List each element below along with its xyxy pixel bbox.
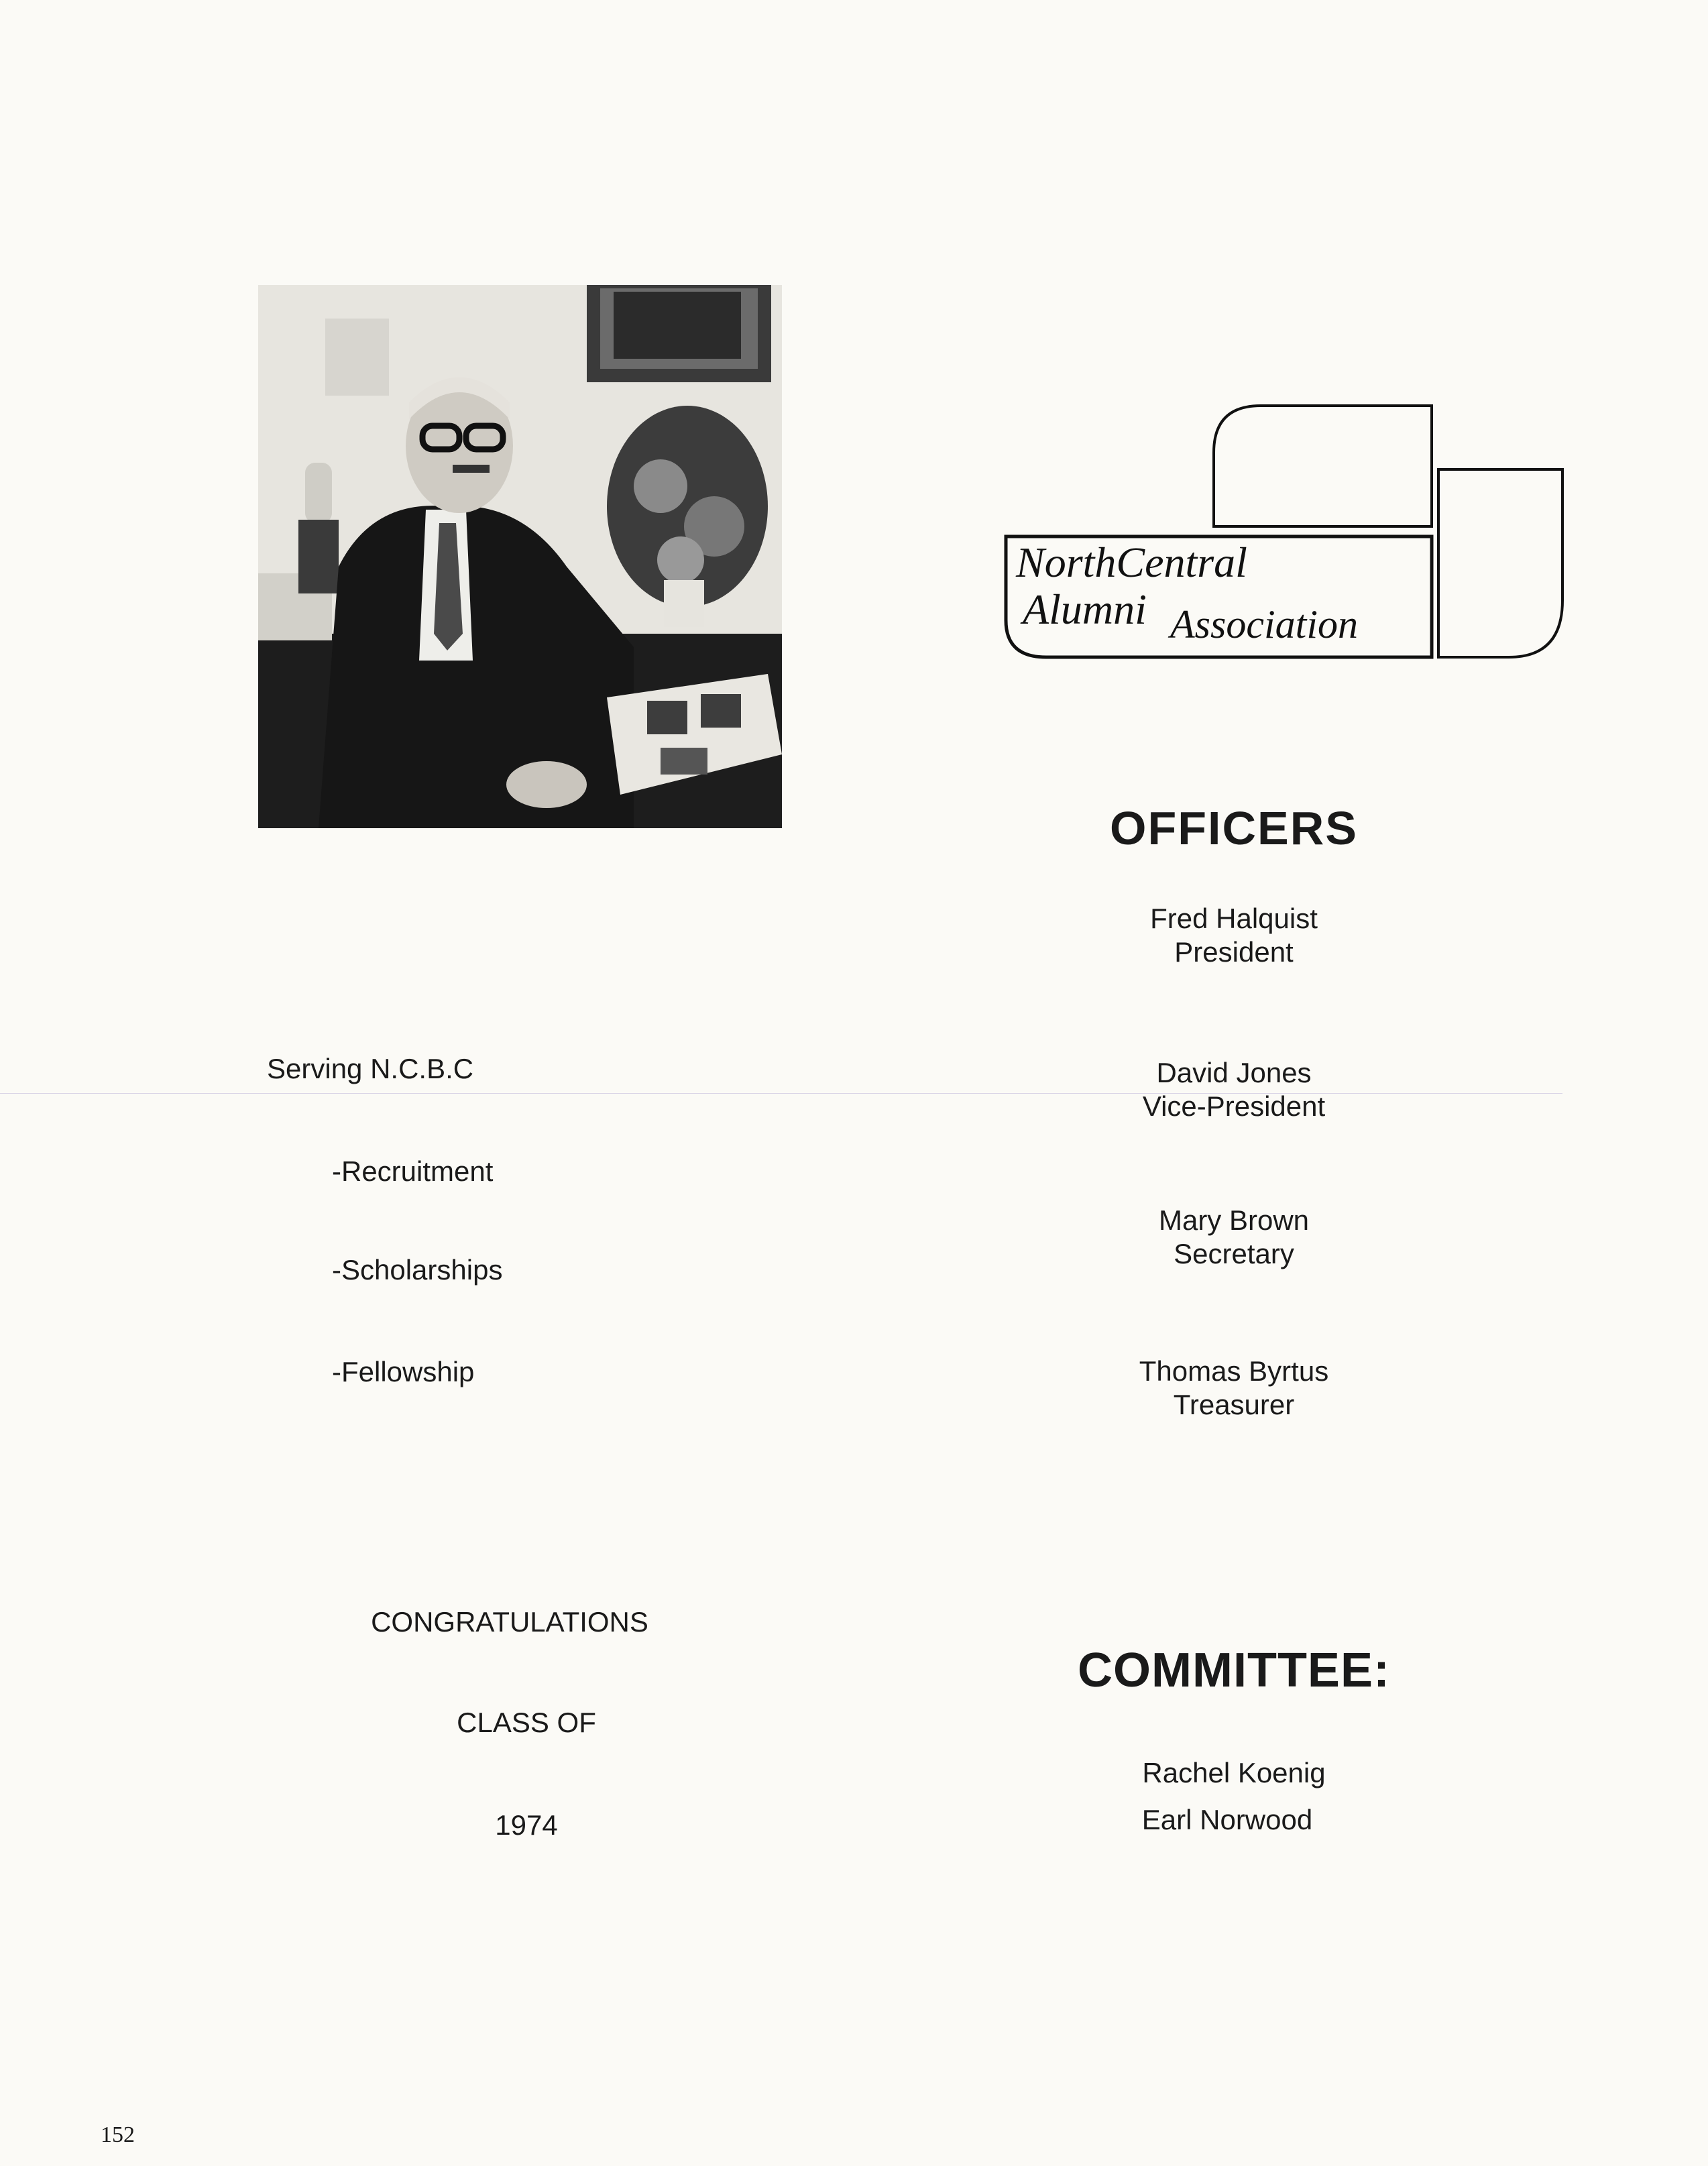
- officer-name: Mary Brown: [1158, 1204, 1310, 1236]
- class-of-line: CLASS OF: [457, 1707, 596, 1738]
- officer-role: President: [1174, 936, 1294, 968]
- officer-role: Treasurer: [1173, 1389, 1295, 1420]
- officer-role: Secretary: [1174, 1238, 1294, 1269]
- serving-item: -Recruitment: [332, 1155, 494, 1187]
- committee-heading: COMMITTEE:: [1078, 1644, 1390, 1697]
- officer-name: Thomas Byrtus: [1139, 1355, 1329, 1387]
- committee-member: Rachel Koenig: [1142, 1757, 1326, 1788]
- logo-text-association: Association: [1170, 602, 1358, 646]
- officer-entry: [1066, 1204, 1402, 1271]
- class-year: 1974: [495, 1809, 558, 1841]
- officer-role: Vice-President: [1142, 1090, 1326, 1122]
- page-number: 152: [101, 2122, 135, 2147]
- serving-item: -Fellowship: [332, 1356, 475, 1387]
- serving-title: Serving N.C.B.C: [267, 1053, 474, 1084]
- serving-item: -Scholarships: [332, 1254, 503, 1286]
- logo-text-alumni: Alumni: [1023, 585, 1147, 633]
- logo-text-northcentral: NorthCentral: [1016, 538, 1247, 586]
- officer-entry: [1066, 1355, 1402, 1422]
- officer-entry: [1066, 1056, 1402, 1123]
- officers-heading: OFFICERS: [1110, 802, 1358, 854]
- officer-entry: [1066, 902, 1402, 969]
- officer-name: David Jones: [1156, 1057, 1312, 1088]
- committee-member: Earl Norwood: [1141, 1804, 1313, 1835]
- portrait-photo: [258, 285, 782, 828]
- officer-name: Fred Halquist: [1150, 903, 1318, 934]
- congrats-line: CONGRATULATIONS: [371, 1606, 648, 1638]
